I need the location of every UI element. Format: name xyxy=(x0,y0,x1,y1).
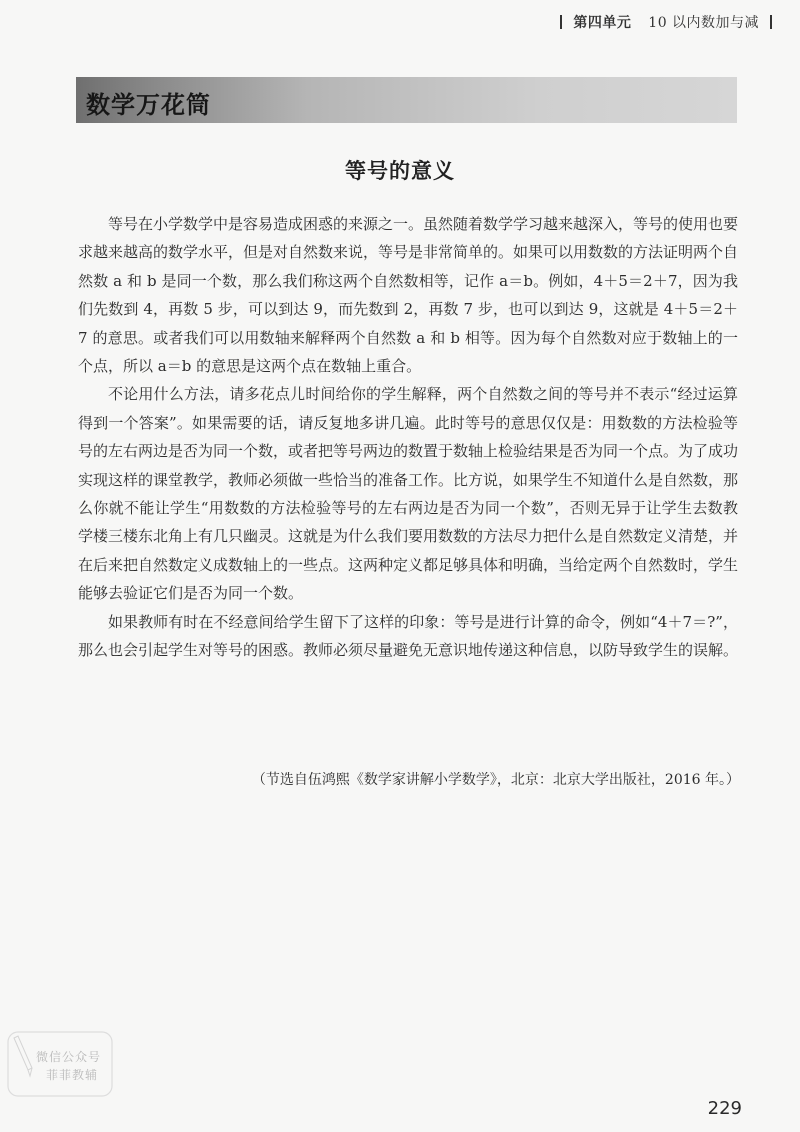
watermark-line-1: 微信公众号 xyxy=(36,1050,102,1064)
citation: （节选自伍鸿熙《数学家讲解小学数学》，北京：北京大学出版社，2016 年。） xyxy=(251,772,740,788)
header-unit: 第四单元 xyxy=(573,15,632,31)
header-divider-left xyxy=(560,15,562,29)
running-header xyxy=(554,12,778,32)
article-title: 等号的意义 xyxy=(345,159,455,183)
paragraph-1: 等号在小学数学中是容易造成困惑的来源之一。虽然随着数学学习越来越深入，等号的使用也要求越来越高的数学水平，但是对自然数来说，等号是非常简单的。如果可以用数数的方法证明两个自然数 a 和 b 是同一个数，那么我们称这两个自然数相等，记作 a＝b。例如，4＋5＝2＋7，因为我们先数到 4，再数 5 步，可以到达 9，而先数到 2，再数 7 步，也可以到达 9，这就是 4＋5＝2＋7 的意思。或者我们可以用数轴来解释两个自然数 a 和 b 相等。因为每个自然数对应于数轴上的一个点，所以 a＝b 的意思是这两个点在数轴上重合。 xyxy=(78,215,739,376)
pencil-watermark-icon xyxy=(6,1030,116,1100)
header-divider-right xyxy=(770,15,772,29)
section-banner-title: 数学万花筒 xyxy=(86,91,211,119)
paragraph-2: 不论用什么方法，请多花点儿时间给你的学生解释，两个自然数之间的等号并不表示“经过运算得到一个答案”。如果需要的话，请反复地多讲几遍。此时等号的意思仅仅是：用数数的方法检验等号的左右两边是否为同一个数，或者把等号两边的数置于数轴上检验结果是否为同一个点。为了成功实现这样的课堂教学，教师必须做一些恰当的准备工作。比方说，如果学生不知道什么是自然数，那么你就不能让学生“用数数的方法检验等号的左右两边是否为同一个数”，否则无异于让学生去数教学楼三楼东北角上有几只幽灵。这就是为什么我们要用数数的方法尽力把什么是自然数定义清楚，并在后来把自然数定义成数轴上的一些点。这两种定义都足够具体和明确，当给定两个自然数时，学生能够去验证它们是否为同一个数。 xyxy=(78,385,739,603)
watermark-line-2: 菲菲教辅 xyxy=(46,1068,99,1082)
watermark xyxy=(6,1030,116,1100)
page-number: 229 xyxy=(707,1098,742,1119)
header-chapter: 10 以内数加与减 xyxy=(648,15,760,31)
section-banner xyxy=(76,77,737,123)
paragraph-3: 如果教师有时在不经意间给学生留下了这样的印象：等号是进行计算的命令，例如“4＋7＝?”，那么也会引起学生对等号的困惑。教师必须尽量避免无意识地传递这种信息，以防导致学生的误解。 xyxy=(78,612,739,660)
article-body xyxy=(78,210,738,665)
